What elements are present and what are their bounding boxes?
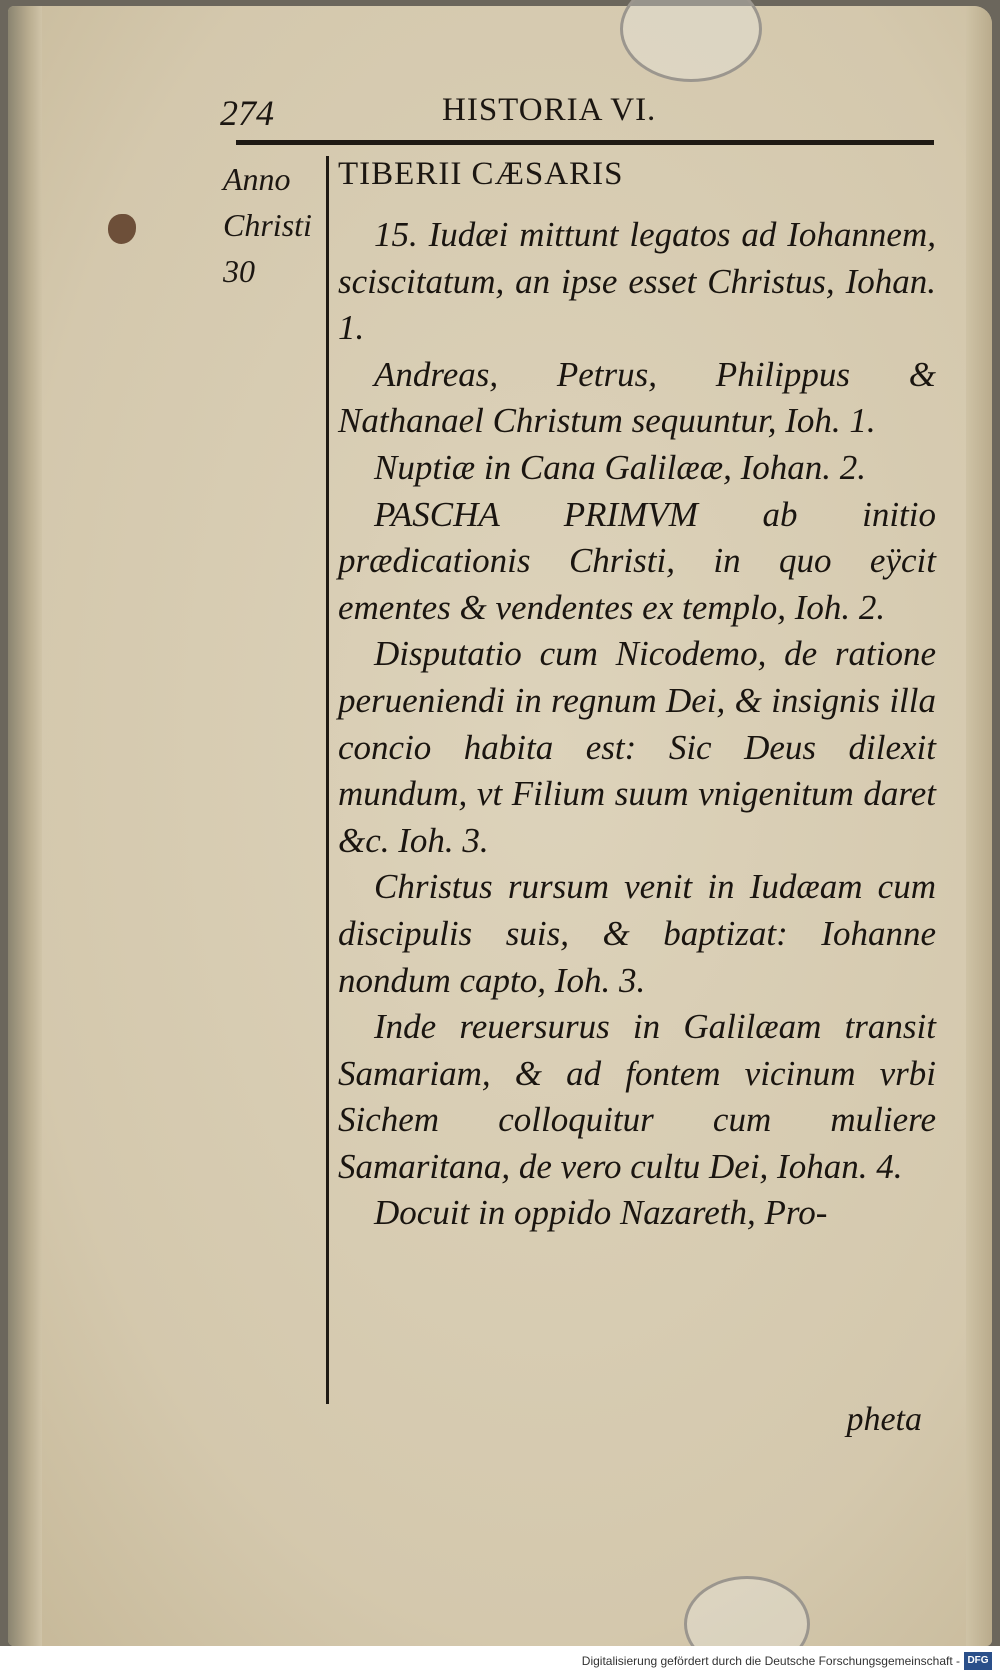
page-number: 274	[220, 93, 274, 133]
header-rule	[236, 140, 934, 145]
paragraph: Christus rursum venit in Iudæam cum discipulis suis, & baptizat: Iohanne nondum capto, Ioh. 3.	[338, 867, 936, 1000]
page-edge	[966, 6, 992, 1646]
margin-note-year: 30	[223, 253, 255, 289]
margin-note-line: Anno	[223, 161, 291, 197]
catchword: pheta	[846, 1401, 922, 1438]
paragraph: Disputatio cum Nicodemo, de ratione perueniendi in regnum Dei, & insignis illa concio habita est: Sic Deus dilexit mundum, vt Filium suum vnigenitum daret &c. Ioh. 3.	[338, 634, 936, 860]
section-heading: TIBERII CÆSARIS	[338, 156, 624, 192]
margin-note	[223, 156, 313, 294]
paragraph: PASCHA PRIMVM ab initio prædicationis Christi, in quo eÿcit ementes & vendentes ex templo, Ioh. 2.	[338, 494, 936, 627]
dfg-logo[interactable]: DFG	[964, 1652, 992, 1670]
book-spine	[8, 6, 42, 1646]
page-header	[220, 92, 930, 132]
paragraph: Inde reuersurus in Galilæam transit Samariam, & ad fontem vicinum vrbi Sichem colloquitur cum muliere Samaritana, de vero cultu Dei, Iohan. 4.	[338, 1007, 936, 1186]
footer-credit: Digitalisierung gefördert durch die Deutsche Forschungsgemeinschaft -	[581, 1654, 960, 1668]
paragraph: Andreas, Petrus, Philippus & Nathanael Christum sequuntur, Ioh. 1.	[338, 354, 936, 441]
footer-bar	[0, 1646, 1000, 1679]
page-clip-top	[620, 0, 762, 82]
paragraph: Docuit in oppido Nazareth, Pro-	[374, 1193, 828, 1233]
margin-note-line: Christi	[223, 207, 312, 243]
body-text	[338, 212, 936, 1237]
margin-divider	[326, 156, 329, 1404]
book-page	[8, 6, 992, 1646]
paragraph: Nuptiæ in Cana Galilææ, Iohan. 2.	[374, 447, 866, 487]
running-title: HISTORIA VI.	[442, 92, 657, 128]
paragraph: 15. Iudæi mittunt legatos ad Iohannem, sciscitatum, an ipse esset Christus, Iohan. 1.	[338, 215, 936, 348]
ink-stain	[108, 214, 136, 244]
